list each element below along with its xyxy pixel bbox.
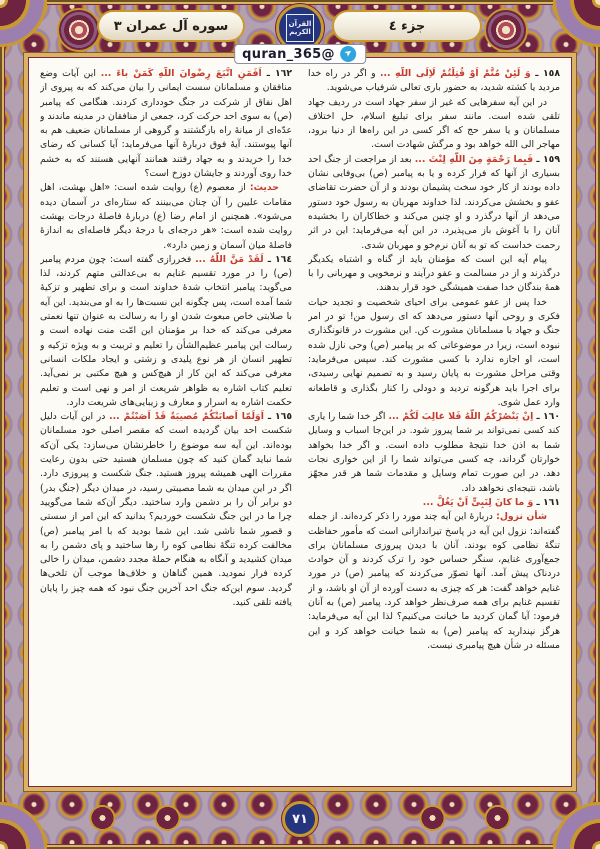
body-text: بعد از مراجعت از جنگ احد بسیاری از آنها که فرار کرده و یا به پیامبر (ص) بی‌وفایی نشان داده بودند از کار خود سخت پشیمان بودند و از آن حضرت تقاضای عفو و بخشش می‌کردند. لذا خداوند مهربان به رسول خود دستور می‌دهد از آنها درگذرد و او چنین می‌کند و خطاکاران را بخشیده آنان را با آغوش باز می‌پذیرد. در این آیه می‌فرماید: این در اثر رحمت خداست که تو به آنان نرم‌خو و مهربان شدی. [308,153,560,251]
corner-ornament-icon [542,0,600,58]
page-number: ٧١ [292,811,308,827]
logo-line1: القرآن [288,20,312,28]
telegram-icon: ➤ [340,46,356,62]
logo-line2: الكريم [289,28,311,36]
body-text: ١٦٠ ـ [533,411,560,423]
paragraph [308,296,560,410]
juz-title: جزء ٤ [334,12,480,40]
watermark-handle: @quran_365 [242,46,335,62]
corner-ornament-icon [542,791,600,849]
verse-arabic-text: اَوَلَمّا اَصابَتْکُمْ مُصیبَةٌ قَدْ اَصَبْتُمْ ... [109,411,264,423]
body-text: دربارهٔ این آیه چند مورد را ذکر کرده‌اند. از جمله گفته‌اند: نزول این آیه در پاسخ تیراندازانی است که مأمور حفاظت تنگهٔ نظامی کوه بودند. آنان با دیدن پیروزی مسلمانان برای جمع‌آوری غنایم، سنگر حساس خود را ترک کردند و آن حوادث دردناک پیش آمد. آنها تصوّر می‌کردند که پیامبر (ص) در مورد غنایم خواهد گفت: هر که چیزی به دست آورده از آن او باشد، و از تقسیم غنایم برای همه صرف‌نظر خواهد کرد. پیامبر (ص) به آنان فرمود: آیا گمان کردید ما خیانت می‌کنیم؟ لذا این آیه می‌فرماید: هرگز نپندارید که پیامبر (ص) به شما خیانت خواهد کرد و این مسئله در شأن هیچ پیامبری نیست. [308,511,560,651]
paragraph [308,153,560,253]
body-text: ١٦١ ـ [533,496,560,508]
paragraph [308,410,560,496]
body-text: ١٥٩ ـ [533,153,560,165]
body-text: ١٦٥ ـ [263,411,292,423]
verse-arabic-text: اَفَمَنِ اتَّبَعَ رِضْوانَ اللّهِ کَمَنْ باءَ ... [100,68,262,79]
corner-ornament-icon [0,791,58,849]
bottom-ornament-icon [70,805,200,831]
paragraph [40,181,292,252]
paragraph [40,410,292,610]
telegram-badge [234,44,366,64]
body-text: و اگر در راه خدا مردید یا کشته شدید، به حضور باری تعالی شرفیاب می‌شوید. [308,68,560,94]
body-text: ١٥٨ ـ [530,68,560,79]
paragraph [40,253,292,410]
quran-kufic-logo-icon [286,14,314,42]
body-text: در این آیات دلیل شکست احد بیان گردیده است که مقصر اصلی خود مسلمانان بوده‌اند. این آیه سه موضوع را خاطرنشان می‌سازد: یکی آن‌که شما نباید گمان کنید که چون مسلمان هستید حتی بدون رعایت مقررات الهی همیشه پیروز هستید. جنگ شکست و پیروزی دارد. اگر در این میدان به شما مصیبتی رسید، در میدان دیگر (جنگ بدر) دو برابر آن را بر دشمن وارد ساختید. دیگر آن‌که شما می‌گویید چرا ما در این جنگ شکست خوردیم؟ بدانید که این امر از سستی و قصور شما ناشی شد. این شما بودید که با امر پیامبر (ص) مخالفت کرده تنگهٔ نظامی کوه را رها ساختید و پای دشمن را به میدان کشیدید و آنگاه به هنگام حملهٔ مجدد دشمن، میدان را خالی کرده فرار نمودید. همین گناهان و خلاف‌ها موجب آن تلخی‌ها گردید. سوم این‌که جنگ احد آخرین جنگ نبود که همه چیز را پایان یافته تلقی کنید. [40,411,292,608]
paragraph [40,67,292,181]
text-column-right [308,67,560,780]
rosette-icon [484,8,528,52]
verse-arabic-text: شأن نزول: [496,511,547,523]
body-text: این آیات وضع منافقان و مسلمانان سست ایمانی را بیان می‌کند که به پیروی از اهل نفاق از شرکت در جنگ خودداری کردند. هنگامی که پیامبر (ص) به سوی احد حرکت کرد، جمعی از منافقان در مدینه ماندند و عدّه‌ای از میانهٔ راه بازگشتند و گروهی از مسلمانان ضعیف هم به آنها پیوستند. آیهٔ فوق دربارهٔ آنها می‌فرماید: آیا کسانی که رضای خدا را خریدند و به جهاد رفتند همانند آنهایی هستند که به خشم خدا روی آوردند و جایشان دوزخ است؟ [40,68,292,180]
body-text: در این آیه سفرهایی که غیر از سفر جهاد است در ردیف جهاد تلقی شده است. مانند سفر برای تبلیغ اسلام، حل اختلاف مسلمانان و یا سفر حج که اگر کسی در این راه‌ها از دنیا برود، مهاجر الی الله خواهد بود و مرگش شهادت است. [308,96,560,151]
body-text: از معصوم (ع) روایت شده است: «اهل بهشت، اهل مقامات علیین را آن چنان می‌بینند که ستاره‌ای در آسمان دیده می‌شود». همچنین از امام رضا (ع) دربارهٔ فاصلهٔ درجات بهشت روایت شده است: «هر درجه‌ای با درجهٔ دیگر فاصله‌ای به اندازهٔ فاصلهٔ میان آسمان و زمین دارد». [40,182,292,251]
bottom-ornament-icon [400,805,530,831]
verse-arabic-text: لَقَدْ مَنَّ اللّهُ ... [195,253,264,265]
body-text: ١٦٤ ـ [263,253,292,265]
body-text: فخررازی گفته است: چون مردم پیامبر (ص) را در مورد تقسیم غنایم به بی‌عدالتی متهم کردند، لذا می‌گوید: پیامبر انتخاب شدهٔ خداوند است و برای تطهیر و تزکیهٔ شما آمده است، پس چگونه این نسبت‌ها را به او می‌بندید. این آیه با صلابتی خاص مبعوث شدن او را به رسالت به عنوان تنها نعمتی معرفی می‌کند که خدا بر مؤمنان این امّت منت نهاده است و رسالت این پیامبر عظیم‌الشأن را تعلیم و تربیت و به ویژه تزکیه و تطهیر انسان از هر نوع پلیدی و زشتی و ایجاد ملکات انسانی معرفی می‌کند که این کار از هیچ‌کس و هیچ مکتبی بر نمی‌آید. تعلیم کتاب اشاره به ظواهر شریعت از امر و نهی است و تعلیم حکمت اشاره به اسرار و معارف و زیبایی‌های شریعت دارد. [40,253,292,408]
paragraph [308,253,560,296]
verse-arabic-text: وَ ما کانَ لِنَبِیٍّ اَنْ یَغُلَّ ... [422,496,534,508]
verse-arabic-text: حدیث: [249,182,279,194]
page-paper [29,58,571,786]
paragraph [308,96,560,153]
surah-title: سوره آل عمران ٣ [99,12,243,40]
paragraph [308,510,560,653]
corner-ornament-icon [0,0,58,58]
body-text: اگر خدا شما را یاری کند کسی نمی‌تواند بر شما پیروز شود. در این‌جا اسباب و وسایل شما به اذن خدا نتیجهٔ مطلوب داده است. و اگر خدا بخواهد خوارتان گرداند، چه کسی می‌تواند شما را از این خواری نجات دهد. در این صورت تمام وسایل و مقدمات شما هر قدر مجهّز باشد، نتیجه‌ای نخواهد داد. [308,411,560,494]
juz-cartouche [332,10,482,42]
text-column-left [40,67,292,780]
verse-arabic-text: اِنْ یَنْصُرْکُمُ اللّهُ فَلا غالِبَ لَکُمْ ... [388,411,534,423]
text-columns [40,67,560,780]
surah-cartouche [97,10,245,42]
verse-arabic-text: فَبِما رَحْمَةٍ مِنَ اللّهِ لِنْتَ ... [414,153,534,165]
paragraph [308,496,560,510]
verse-arabic-text: وَ لَئِنْ مُتُّمْ اَوْ قُتِلْتُمْ لَاِلَی اللّهِ ... [379,68,531,79]
paragraph [308,67,560,96]
body-text: پیام آیه این است که مؤمنان باید از گناه و اشتباه یکدیگر درگذرند و از در مسالمت و عفو درآیند و نرمخویی و مهربانی را با همهٔ بندگان خدا صفت همیشگی خود قرار بدهند. [308,253,560,294]
body-text: ١٦٢ ـ [261,68,292,79]
page-number-medallion [282,801,318,837]
body-text: خدا پس از عفو عمومی برای احیای شخصیت و تجدید حیات فکری و روحی آنها دستور می‌دهد که ای رسول من! تو در امر جنگ و جهاد با مسلمانان مشورت کن. این مشورت در قانونگذاری نبوده است، زیرا در موضوعاتی که بر پیامبر (ص) وحی نازل شده است، او اجازه ندارد با کسی مشورت کند. سپس می‌فرماید: وقتی مراحل مشورت به پایان رسید و به تصمیم نهایی رسیدی، برای اجرا باید هرگونه تردید و دودلی را کنار بگذاری و قاطعانه وارد عمل شوی. [308,296,560,408]
rosette-icon [57,8,101,52]
